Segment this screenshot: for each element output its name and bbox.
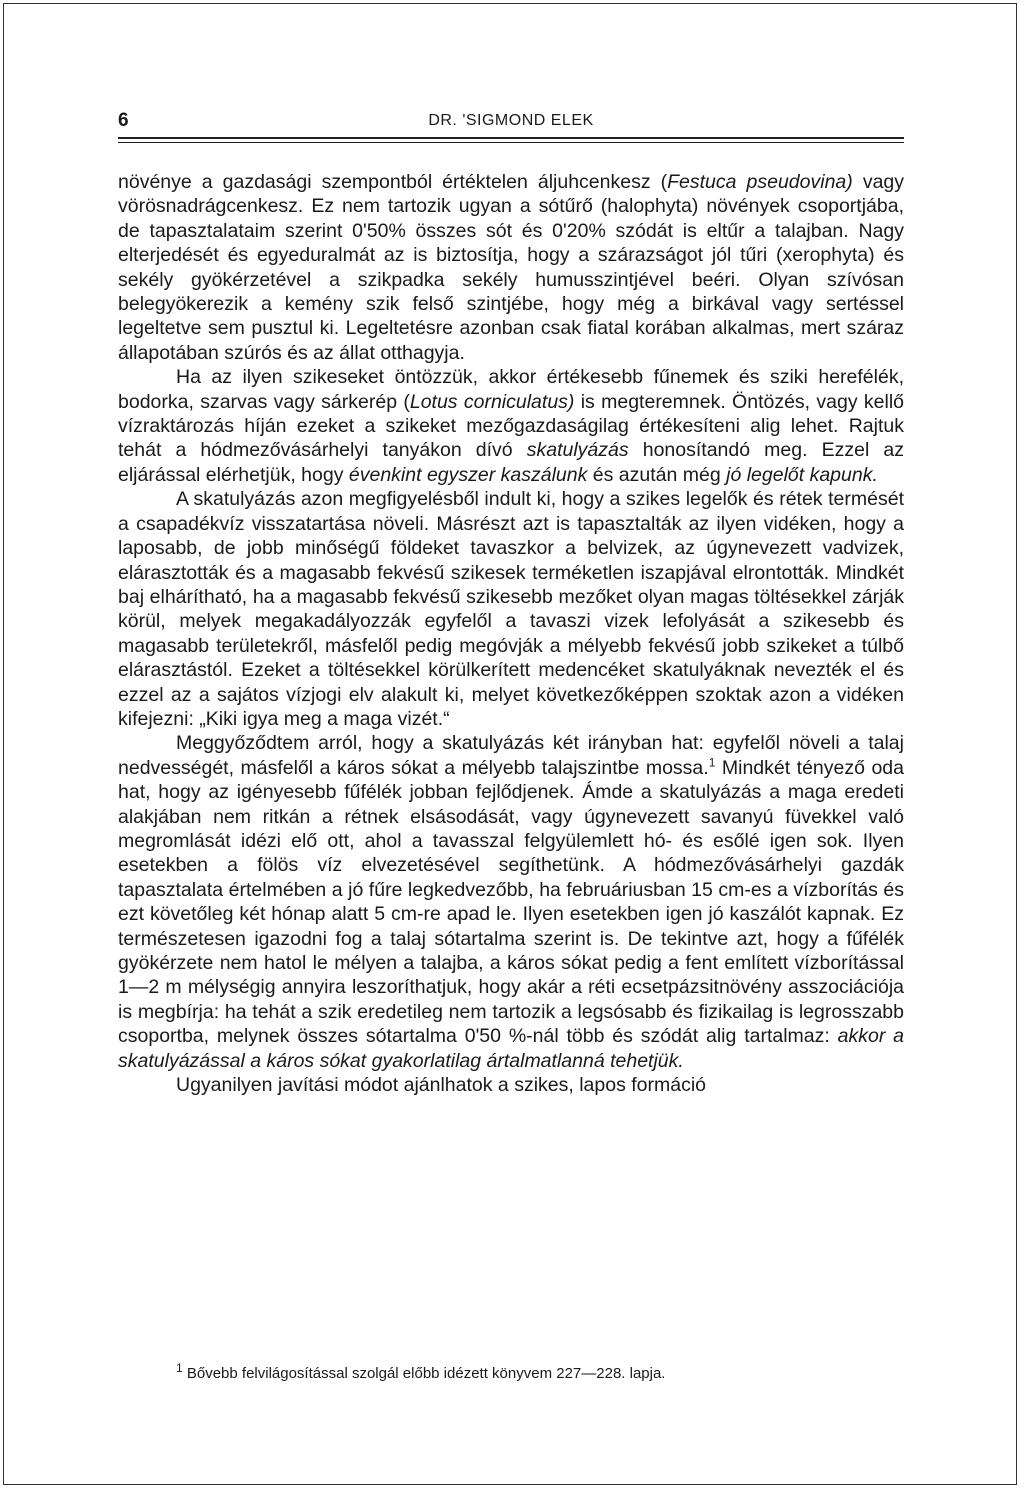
text-run: növénye a gazdasági szempontból értéktelen áljuhcenkesz ( bbox=[118, 171, 668, 193]
text-run: Meggyőződtem arról, hogy a skatulyázás két irányban hat: egyfelől növeli a talaj nedvességét, másfelől a káros sókat a mélyebb talajszintbe mossa. bbox=[118, 732, 904, 779]
italic-run: akkor a skatulyázással a káros sókat gyakorlatilag ártalmatlanná tehetjük. bbox=[118, 1025, 905, 1072]
footnote-marker: 1 bbox=[176, 1361, 183, 1375]
text-run: is megteremnek. Öntözés, vagy kellő vízraktározás híján ezeket a szikeket mezőgazdaságilag értékesíteni alig lehet. Rajtuk tehát a hódmezővásárhelyi tanyákon dívó bbox=[118, 390, 905, 462]
text-run: vagy vörösnadrágcenkesz. Ez nem tartozik ugyan a sótűrő (halophyta) növények csoportjába, de tapasztalataim szerint 0'50% összes sót és 0'20% szódát is eltűr a talajban. Nagy elterjedését és egyeduralmát az is biztosítja, hogy a szárazságot jól tűri (xerophyta) és sekély gyökérzetével a szikpadka sekély humusszintjével beéri. Olyan szívósan belegyökerezik a kemény szik felső szintjébe, hogy még a birkával vagy sertéssel legeltetve sem pusztul ki. Legeltetésre azonban csak fiatal korában alkalmas, mert száraz állapotában szúrós és az állat otthagyja. bbox=[118, 171, 905, 364]
footnote bbox=[176, 1361, 904, 1384]
text-run: Ugyanilyen javítási módot ajánlhatok a szikes, lapos formáció bbox=[176, 1074, 707, 1097]
italic-run: évenkint egyszer kaszálunk bbox=[348, 463, 588, 486]
paragraph bbox=[118, 1073, 904, 1097]
italic-run: Lotus corniculatus) bbox=[409, 390, 575, 413]
header-rule-thick bbox=[118, 137, 904, 139]
page-number: 6 bbox=[118, 110, 129, 131]
body-text bbox=[118, 170, 904, 1097]
text-run: és azután még bbox=[587, 463, 727, 486]
paragraph bbox=[118, 487, 904, 731]
paragraph bbox=[118, 170, 904, 365]
footnote-ref: 1 bbox=[708, 755, 716, 770]
page-header bbox=[118, 110, 904, 142]
paragraph bbox=[118, 731, 904, 1073]
italic-run: skatulyázás bbox=[526, 439, 629, 462]
running-head: DR. 'SIGMOND ELEK bbox=[428, 112, 594, 129]
italic-run: jó legelőt kapunk. bbox=[726, 463, 878, 486]
text-run: A skatulyázás azon megfigyelésből indult ki, hogy a szikes legelők és rétek termését a csapadékvíz visszatartása növeli. Másrészt azt is tapasztalták az ilyen vidéken, hogy a laposabb, de jobb minőségű földeket tavaszkor a belvizek, az úgynevezett vadvizek, elárasztották és a magasabb fekvésű szikesek terméketlen iszapjával elrontották. Mindkét baj elhárítható, ha a magasabb fekvésű szikesebb mezőket olyan magas töltésekkel zárják körül, melyek megakadályozzák egyfelől a tavaszi vizek lefolyását a szikesebb és magasabb területekről, másfelől pedig megóvják a mélyebb fekvésű jobb szikeket a túlbő elárasztástól. Ezeket a töltésekkel körülkerített medencéket skatulyáknak nevezték el és ezzel az a sajátos vízjogi elv alakult ki, melyet következőképpen szoktak azon a vidéken kifejezni: „Kiki igya meg a maga vizét.“ bbox=[118, 488, 904, 730]
text-run: Mindkét tényező oda hat, hogy az igényesebb fűfélék jobban fejlődjenek. Ámde a skatulyázás a maga eredeti alakjában nem ritkán a rétnek elsásodását, vagy úgynevezett savanyú füvekkel való megromlását idézi elő ott, ahol a tavasszal felgyülemlett hó- és esőlé igen sok. Ilyen esetekben a fölös víz elvezetésével segíthetünk. A hódmezővásárhelyi gazdák tapasztalata értelmében a jó fűre legkedvezőbb, ha februáriusban 15 cm-es a vízborítás és ezt követőleg két hónap alatt 5 cm-re apad le. Ilyen esetekben igen jó kaszálót kapnak. Ez természetesen igazodni fog a talaj sótartalma szerint is. De tekintve azt, hogy a fűfélék gyökérzete nem hatol le mélyen a talajba, a káros sókat pedig a fent említett vízborítással 1—2 m mélységig annyira leszoríthatjuk, hogy akár a réti ecsetpázsitnövény asszociációja is megbírja: ha tehát a szik eredetileg nem tartozik a legsósabb és fizikailag is legrosszabb csoportba, melynek összes sótartalma 0'50 %-nál több és szódát alig tartalmaz: bbox=[118, 756, 904, 1048]
header-rule-thin bbox=[118, 142, 904, 143]
text-run: Ha az ilyen szikeseket öntözzük, akkor értékesebb fűnemek és sziki herefélék, bodorka, szarvas vagy sárkerép ( bbox=[118, 366, 904, 413]
italic-run: Festuca pseudovina) bbox=[667, 171, 853, 193]
paragraph bbox=[118, 365, 904, 487]
footnote-text: Bővebb felvilágosítással szolgál előbb idézett könyvem 227—228. lapja. bbox=[182, 1365, 666, 1382]
text-run: honosítandó meg. Ezzel az eljárással elérhetjük, hogy bbox=[118, 439, 905, 486]
